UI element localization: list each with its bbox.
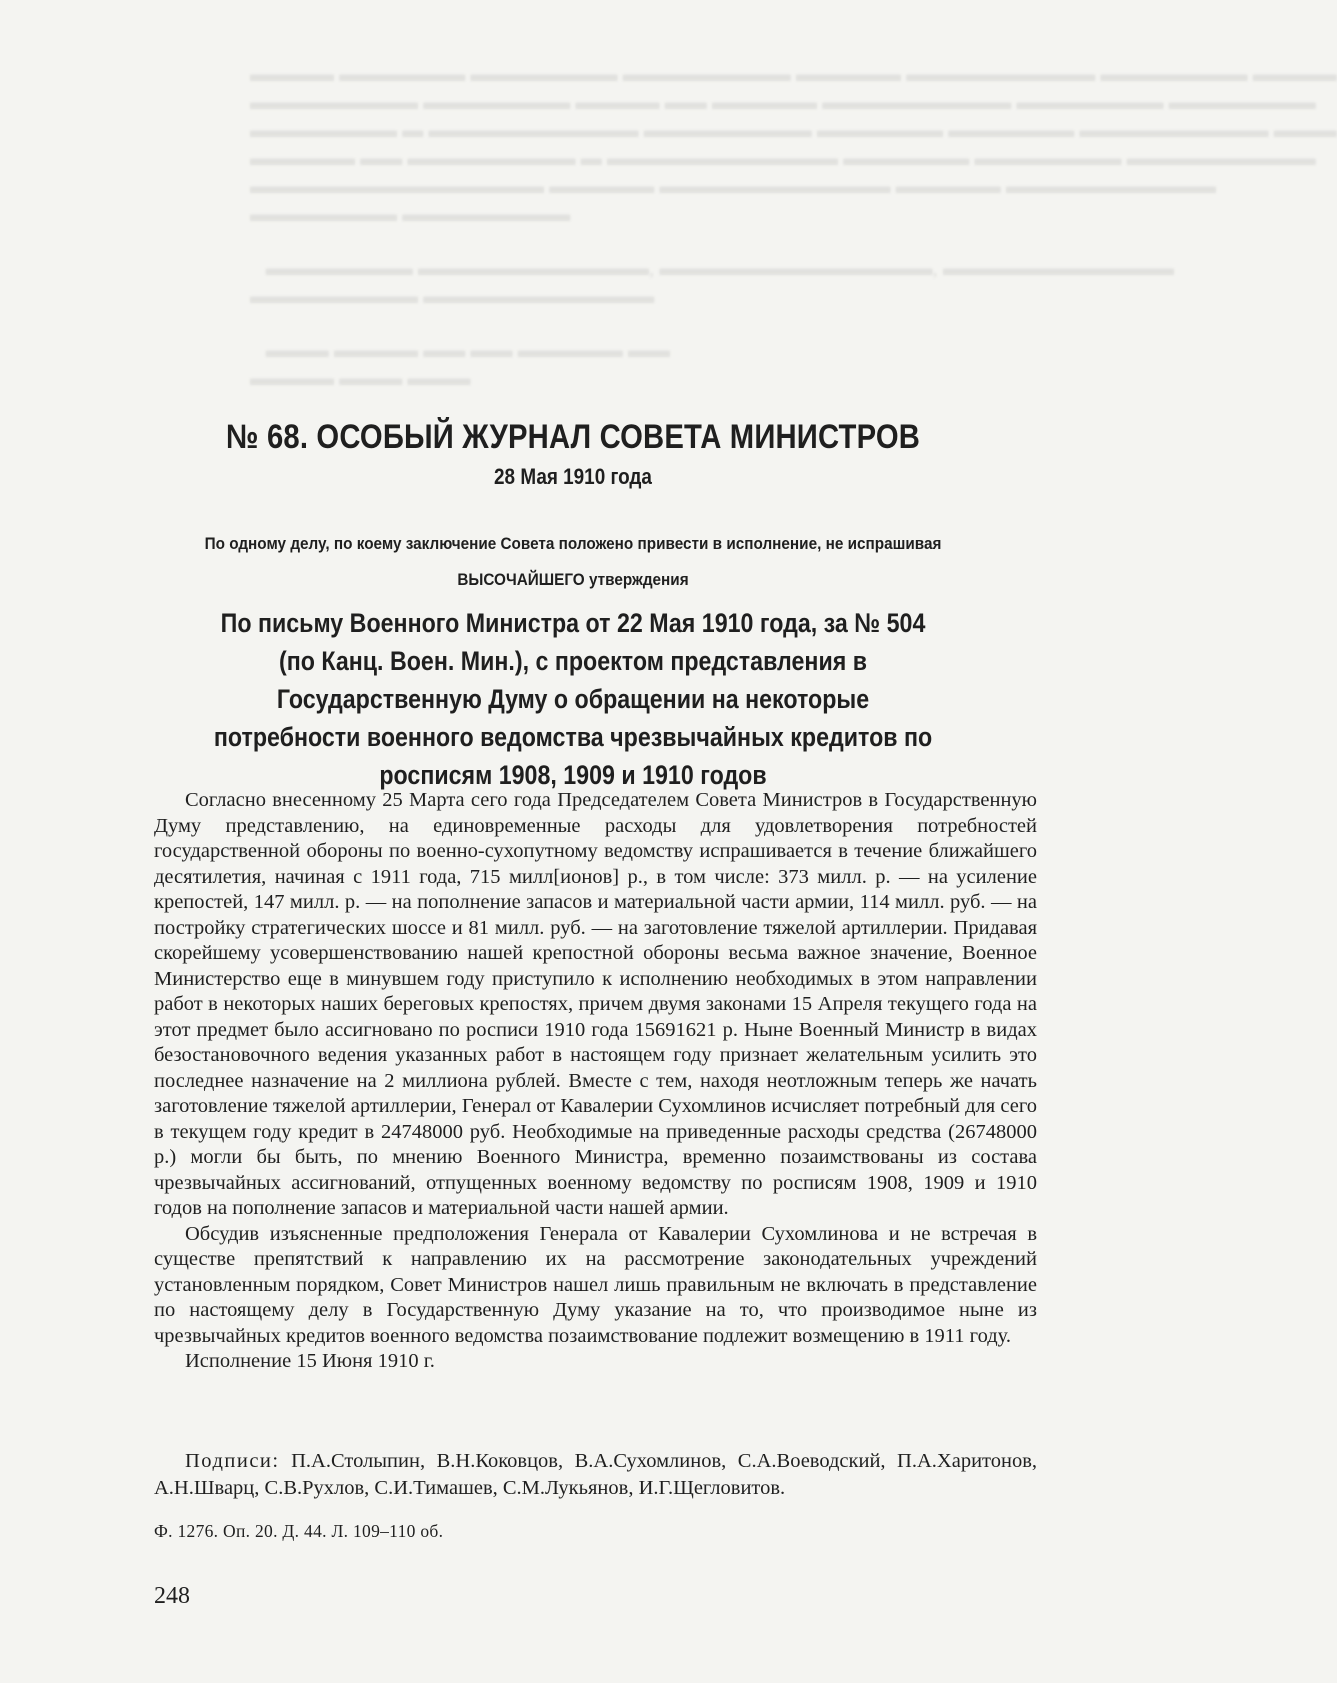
execution-note: Исполнение 15 Июня 1910 г. xyxy=(185,1350,435,1372)
document-subtitle: По одному делу, по коему заключение Совета положено привести в исполнение, не испрашивая ВЫСОЧАЙШЕГО утверждения xyxy=(204,534,942,589)
signatures-label: Подписи: xyxy=(185,1450,280,1472)
document-date: 28 Мая 1910 года xyxy=(494,464,652,489)
signatures-names: П.А.Столыпин, В.Н.Коковцов, В.А.Сухомлинов, С.А.Воеводский, П.А.Харитонов, А.Н.Шварц, С.В.Рухлов, С.И.Тимашев, С.М.Лукьянов, И.Г.Щегловитов. xyxy=(154,1450,1038,1499)
archive-reference: Ф. 1276. Оп. 20. Д. 44. Л. 109–110 об. xyxy=(154,1521,444,1541)
document-topic-heading: По письму Военного Министра от 22 Мая 1910 года, за № 504 (по Канц. Воен. Мин.), с проектом представления в Государственную Думу о обращении на некоторые потребности военного ведомства чрезвычайных кредитов по росписям 1908, 1909 и 1910 годов xyxy=(213,608,933,790)
body-paragraph: Согласно внесенному 25 Марта сего года Председателем Совета Министров в Государственную Думу представлению, на единовременные расходы для удовлетворения потребностей государственной обороны по военно-сухопутному ведомству испрашивается в течение ближайшего десятилетия, начиная с 1911 года, 715 милл[ионов] р., в том числе: 373 милл. р. — на усиление крепостей, 147 милл. р. — на пополнение запасов и материальной части армии, 114 милл. руб. — на постройку стратегических шоссе и 81 милл. руб. — на заготовление тяжелой артиллерии. Придавая скорейшему усовершенствованию нашей крепостной обороны весьма важное значение, Военное Министерство еще в минувшем году приступило к исполнению необходимых в этом направлении работ в некоторых наших береговых крепостях, причем двумя законами 15 Апреля текущего года на этот предмет было ассигновано по росписи 1910 года 15691621 р. Ныне Военный Министр в видах безостановочного ведения указанных работ в настоящем году признает желательным усилить это последнее назначение на 2 миллиона рублей. Вместе с тем, находя неотложным теперь же начать заготовление тяжелой артиллерии, Генерал от Кавалерии Сухомлинов исчисляет потребный для сего в текущем году кредит в 24748000 руб. Необходимые на приведенные расходы средства (26748000 р.) могли бы быть, по мнению Военного Министра, временно позаимствованы из состава чрезвычайных ассигнований, отпущенных военному ведомству по росписям 1908, 1909 и 1910 годов на пополнение запасов и материальной части нашей армии. xyxy=(154,789,1037,1219)
signatures-block xyxy=(154,1448,1037,1502)
page-number: 248 xyxy=(154,1583,190,1609)
body-paragraph: Обсудив изъясненные предположения Генерала от Кавалерии Сухомлинова и не встречая в существе препятствий к направлению их на рассмотрение законодательных учреждений установленным порядком, Совет Министров нашел лишь правильным не включать в представление по настоящему делу в Государственную Думу указание на то, что производимое ныне из чрезвычайных кредитов военного ведомства позаимствование подлежит возмещению в 1911 году. xyxy=(154,1222,1037,1347)
bleed-through-text: ▬▬▬▬ ▬▬▬▬▬▬ ▬▬▬▬▬▬▬ ▬▬▬▬▬▬▬▬ ▬▬▬▬▬ ▬▬▬▬▬▬▬▬▬ ▬▬▬▬▬▬▬ ▬▬▬▬ ▬▬▬▬▬▬▬▬ ▬▬▬▬▬▬▬ ▬▬▬▬ ▬▬ ▬▬▬▬▬ ▬▬▬▬▬▬▬▬▬ ▬▬▬▬▬▬▬ ▬▬▬▬▬▬▬ ▬▬▬▬▬▬▬ ▬ ▬▬▬▬▬▬▬▬▬▬ ▬▬▬▬▬▬▬▬ ▬▬▬▬▬▬ ▬▬▬▬▬▬ ▬▬▬▬▬▬▬▬▬ ▬▬▬ ▬▬▬▬▬ ▬▬ ▬▬▬▬▬▬▬▬ ▬ ▬▬▬▬▬▬▬▬▬▬▬ ▬▬▬▬▬▬ ▬▬▬▬▬▬▬ ▬▬▬▬▬▬▬▬▬ ▬▬▬▬▬▬▬▬▬▬▬▬▬▬ ▬▬▬▬▬ ▬▬▬▬▬▬▬▬▬▬▬ ▬▬▬▬▬ ▬▬▬▬▬▬▬▬▬▬ ▬▬▬▬▬▬▬ ▬▬▬▬▬▬▬▬ ▬▬▬▬▬▬▬ ▬▬▬▬▬▬▬▬▬▬▬, ▬▬▬▬▬▬▬▬▬▬▬▬▬, ▬▬▬▬▬▬▬▬▬▬▬ ▬▬▬▬▬▬▬▬ ▬▬▬▬▬▬▬▬▬▬▬ ▬▬▬ ▬▬▬▬ ▬▬ ▬▬ ▬▬▬▬▬ ▬▬ ▬▬▬▬ ▬▬▬ ▬▬▬ xyxy=(250,62,1337,390)
document-body xyxy=(154,788,1037,1375)
document-title: № 68. ОСОБЫЙ ЖУРНАЛ СОВЕТА МИНИСТРОВ xyxy=(225,418,921,456)
